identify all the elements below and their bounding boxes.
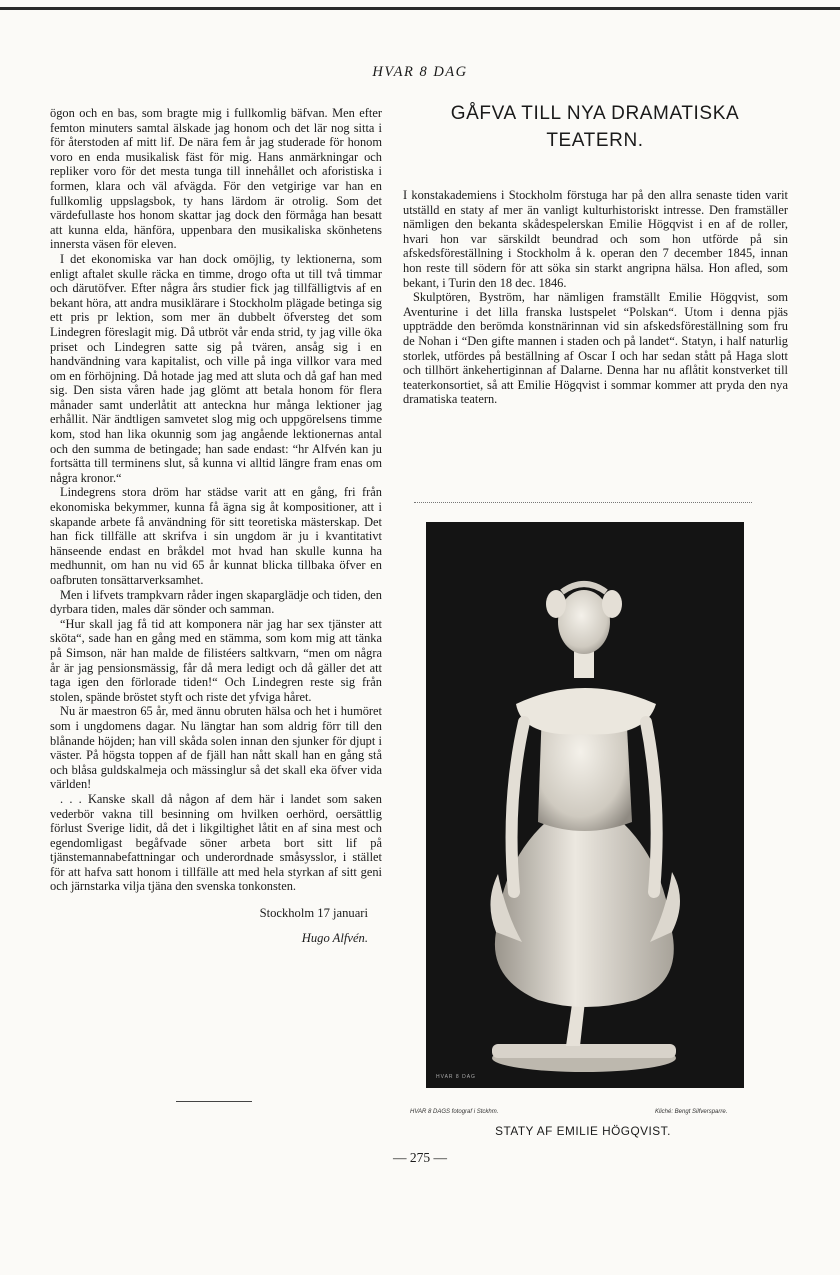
plate-border [414,502,752,503]
right-column [395,100,795,407]
statue-plate [414,502,752,1094]
right-paragraph-1: I konstakademiens i Stockholm förstuga har på den allra senaste tiden varit utställd en staty af mer än vanligt kulturhistoriskt intresse. Den framställer nämligen den bekanta skådespelerskan Emilie Högqvist i en af de roller, hvari hon var särskildt beundrad och som hon utförde på sin afskedsföreställning i Stockholm å k. operan den 7 december 1845, innan hon reste till södern för att söka sin starkt angripna hälsa. Hon afled, som bekant, i Turin den 18 dec. 1846. [403,188,788,290]
article-title-line-2: TEATERN. [546,130,644,151]
statue-illustration [426,522,744,1088]
article-body [403,188,788,407]
signature-name: Hugo Alfvén. [301,930,368,945]
article-title-line-1: GÅFVA TILL NYA DRAMATISKA [450,103,740,124]
right-paragraph-2: Skulptören, Byström, har nämligen framställt Emilie Högqvist, som Aventurine i det lilla franska lustspelet “Polskan“. Utom i denna pjäs uppträdde den berömda konstnärinnan vid sin afskedsföreställning som fru de Nohan i “Den gifte mannen i staden och på landet“. Statyn, i half naturlig storlek, utfördes på beställning af Oscar I och har sedan stått på Haga slott och tillhört änkehertiginnan af Dalarne. Denna har nu aflåtit konstverket till teaterkonsortiet, så att Emilie Högqvist i sommar kommer att pryda den nya dramatiska teatern. [403,290,788,407]
statue-base-top [492,1044,676,1058]
left-column [50,106,382,945]
running-title: HVAR 8 DAG [372,64,468,80]
statue-head [558,590,610,654]
left-paragraph-6: Nu är maestron 65 år, med ännu obruten hälsa och het i humöret som i ungdomens dagar. Nu längtar han som aldrig förr till den blånande höjden; han vill skåda solen innan den sjunker för djupt i väster. På högsta toppen af de fjäll han nått skall han en gång stå och blåsa guldskalmeja och mässinglur så det skall eka öfver vida världen! [50,704,382,792]
page-number: — 275 — [393,1150,447,1165]
left-paragraph-2: I det ekonomiska var han dock omöjlig, ty lektionerna, som enligt aftalet skulle räcka en timme, drogo ofta ut till två timmar och därutöfver. Efter några års studier fick jag tillfälligtvis af en bekant höra, att andra musiklärare i Stockholm plägade betinga sig ett pris pr lektion, som mer än dubbelt öfversteg det som Lindegren föreslagit mig. Då utbröt vår enda strid, ty jag ville öka priset och Lindegren satte sig på tvären, ansåg sig i en handvändning vara kapitalist, och ville på inga villkor vara med om en förhöjning. Då hotade jag med att sluta och då gaf han med sig. Den sista våren hade jag glömt att betala honom för flera månader samt underlåtit att anteckna hur många lektioner jag erhållit. När ändtligen samvetet slog mig och uppgörelsens timme kom, stod han lika okunnig som jag angående lektionernas antal och den summa de betingade; han sade endast: “hr Alfvén kan ju fortsätta till terminens slut, så kunna vi alltid längre fram enas om några kronor.“ [50,251,382,485]
figure-caption: STATY AF EMILIE HÖGQVIST. [495,1124,671,1138]
top-rule [0,7,840,10]
left-paragraph-4: Men i lifvets trampkvarn råder ingen skaparglädje och tiden, den dyrbara tiden, males där sönder och samman. [50,587,382,617]
statue-shawl [516,688,656,734]
statue-photo [426,522,744,1088]
photo-watermark: HVAR 8 DAG [436,1074,476,1080]
end-rule [176,1101,252,1102]
left-paragraph-7: . . . Kanske skall då någon af dem här i landet som saken vederbör vakna till besinning om hvilken oerhörd, oersättlig förlust Sverige lidit, då det i likgiltighet låtit en af sina mest och egendomligast begåfvade söner arbeta bort sitt lif på tjänstemannabefattningar och underordnade småsysslor, i stället för att hafva satt honom i tillfälle att med hela styrkan af sitt geni och järnstarka vilja tjäna den svenska tonkonsten. [50,791,382,894]
photo-credit: HVAR 8 DAGS fotograf i Stckhm. [410,1109,499,1115]
left-paragraph-1: ögon och en bas, som bragte mig i fullkomlig bäfvan. Men efter femton minuters samtal älskade jag honom och det lär nog sitta i för återstoden af mitt lif. De nära fem år jag studerade för honom voro en enda musikalisk fäst för mig. Hans anmärkningar och repliker voro för det mesta tunga till innehållet och aforistiska i formen, klara och väl afvägda. För den vetgirige var han en fullkomlig uppslagsbok, ty hans lärdom är otrolig. Som det värdefullaste hos honom skattar jag dock den förmåga han besatt att kunna elda, hänföra, uppenbara den musikaliska skönhetens innersta väsen för eleven. [50,106,382,252]
article-title [395,100,795,154]
signature-place: Stockholm 17 januari [259,906,368,921]
left-paragraph-5: “Hur skall jag få tid att komponera när jag har sex tjänster att sköta“, sade han en gång med en stämma, som kom mig att tänka på Simson, när han malde de filistéers saltkvarn, “men om några år är jag pensionsmässig, får då mera ledigt och då gäller det att taga igen den förlorade tiden!“ Och Lindegren reste sig från stolen, spände bröstet styft och riste det yfviga håret. [50,616,382,704]
statue-skirt [495,822,674,1007]
left-paragraph-3: Lindegrens stora dröm har städse varit att en gång, fri från ekonomiska bekymmer, kunna få ägna sig åt kompositioner, att i skapande arbete få användning för sitt teoretiska mästerskap. Det han fick tillfälle att skrifva i sin ungdom är ju i kvantitativt hänseende endast en bråkdel mot hvad han skulle kunna ha medhunnit, om han nu vid 65 år kunnat blicka tillbaka öfver en oafbruten tonsättarverksamhet. [50,485,382,587]
cliche-credit: Kliché: Bengt Silfversparre. [655,1109,728,1115]
